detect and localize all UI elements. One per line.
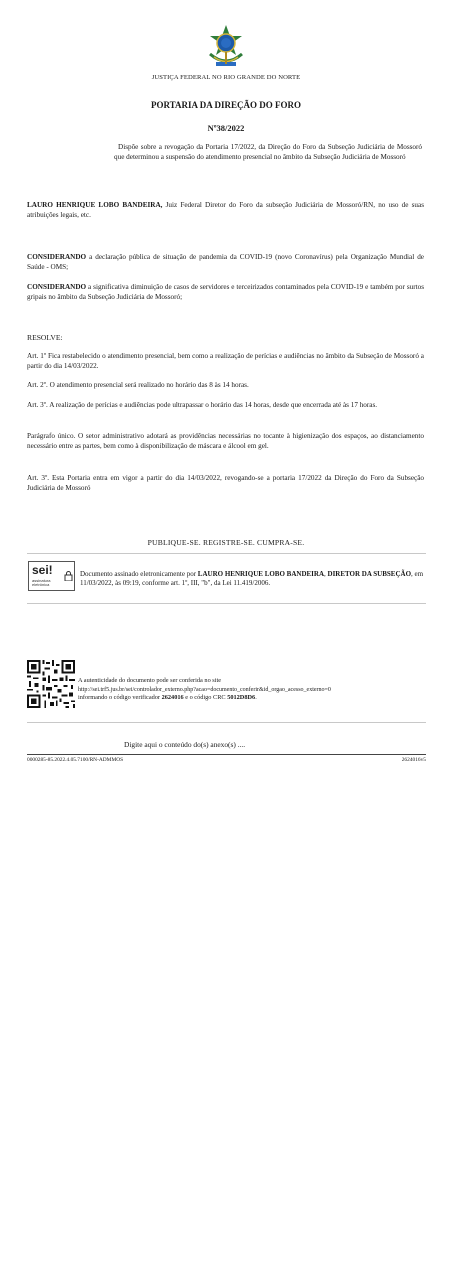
considerando-2 (27, 283, 424, 302)
annex-placeholder: Digite aqui o conteúdo do(s) anexo(s) .... (124, 740, 246, 749)
considerando-lead: CONSIDERANDO (27, 253, 87, 261)
footer-rule (27, 754, 426, 755)
preamble-text: Juiz Federal Diretor do Foro da subseção Judiciária de Mossoró/RN, no uso de suas atribuições legais, etc. (27, 201, 424, 219)
institution-name: JUSTIÇA FEDERAL NO RIO GRANDE DO NORTE (151, 74, 301, 81)
article-4: Art. 3º. Esta Portaria entra em vigor a partir do dia 14/03/2022, revogando-se a portaria 17/2022 da Direção do Foro da Subseção Judiciária de Mossoró (27, 474, 424, 492)
verification-code: 2624016 (161, 694, 184, 702)
signer-role: DIRETOR DA SUBSEÇÃO (327, 570, 412, 578)
considerando-text: a declaração pública de situação de pandemia da COVID-19 (novo Coronavírus) pela Organização Mundial de Saúde - OMS; (27, 253, 424, 271)
article-2: Art. 2º. O atendimento presencial será realizado no horário das 8 às 14 horas. (27, 381, 249, 389)
signer-name: LAURO HENRIQUE LOBO BANDEIRA (197, 570, 325, 578)
sei-seal-caption: assinatura eletrônica (32, 578, 51, 588)
considerando-lead: CONSIDERANDO (27, 283, 87, 291)
divider (27, 603, 426, 604)
divider (27, 553, 426, 554)
verification-url: http://sei.trf5.jus.br/sei/controlador_externo.php?acao=documento_conferir&id_orgao_acesso_externo=0 (78, 686, 331, 693)
document-version: 2624016v5 (401, 757, 426, 763)
footer (27, 757, 426, 763)
sei-seal (28, 561, 75, 591)
preamble (27, 201, 424, 220)
article-1: Art. 1º Fica restabelecido o atendimento presencial, bem como a realização de perícias e audiências no âmbito da Subseção de Mossoró a partir do dia 14/03/2022. (27, 352, 424, 370)
brasao-republica-icon (204, 24, 248, 70)
considerando-text: a significativa diminuição de casos de servidores e terceirizados contaminados pela COVID-19 e também por surtos gripais no âmbito da Subseção Judiciária de Mossoró; (27, 283, 424, 301)
ementa: Dispõe sobre a revogação da Portaria 17/2022, da Direção do Foro da Subseção Judiciária de Mossoró que determinou a suspensão do atendimento presencial no âmbito da Subseção Judiciária de Mossoró (114, 143, 422, 161)
crc-code: 5012D8D6 (227, 694, 256, 702)
document-title: PORTARIA DA DIREÇÃO DO FORO (150, 100, 302, 110)
sei-logo-text: sei! (32, 563, 53, 577)
signature-block: Documento assinado eletronicamente por LAURO HENRIQUE LOBO BANDEIRA, DIRETOR DA SUBSEÇÃO, em 11/03/2022, às 09:19, conforme art. 1º, III, "b", da Lei 11.419/2006. (80, 570, 424, 587)
authenticity-block: A autenticidade do documento pode ser conferida no site http://sei.trf5.jus.br/sei/controlador_externo.php?acao=documento_conferir&id_orgao_acesso_externo=0 informando o código verificador 2624016 e o código CRC 5012D8D6. (78, 677, 331, 702)
article-3: Art. 3º. A realização de perícias e audiências pode ultrapassar o horário das 14 horas, desde que encerrada até às 17 horas. (27, 401, 378, 409)
publique-line: PUBLIQUE-SE. REGISTRE-SE. CUMPRA-SE. (147, 538, 305, 547)
document-number: Nº38/2022 (207, 123, 245, 133)
qr-code-icon (27, 660, 75, 708)
considerando-1 (27, 253, 424, 272)
resolve-heading: RESOLVE: (27, 333, 63, 342)
paragrafo-unico: Parágrafo único. O setor administrativo adotará as providências necessárias no tocante à higienização dos espaços, ao distanciamento necessário entre as partes, bem como à disponibilização de máscara e álcool em gel. (27, 432, 424, 450)
judge-name: LAURO HENRIQUE LOBO BANDEIRA, (27, 201, 163, 209)
divider (27, 722, 426, 723)
lock-icon (64, 571, 73, 581)
process-number: 0000285-85.2022.4.05.7100/RN-ADMMOS (27, 757, 124, 763)
